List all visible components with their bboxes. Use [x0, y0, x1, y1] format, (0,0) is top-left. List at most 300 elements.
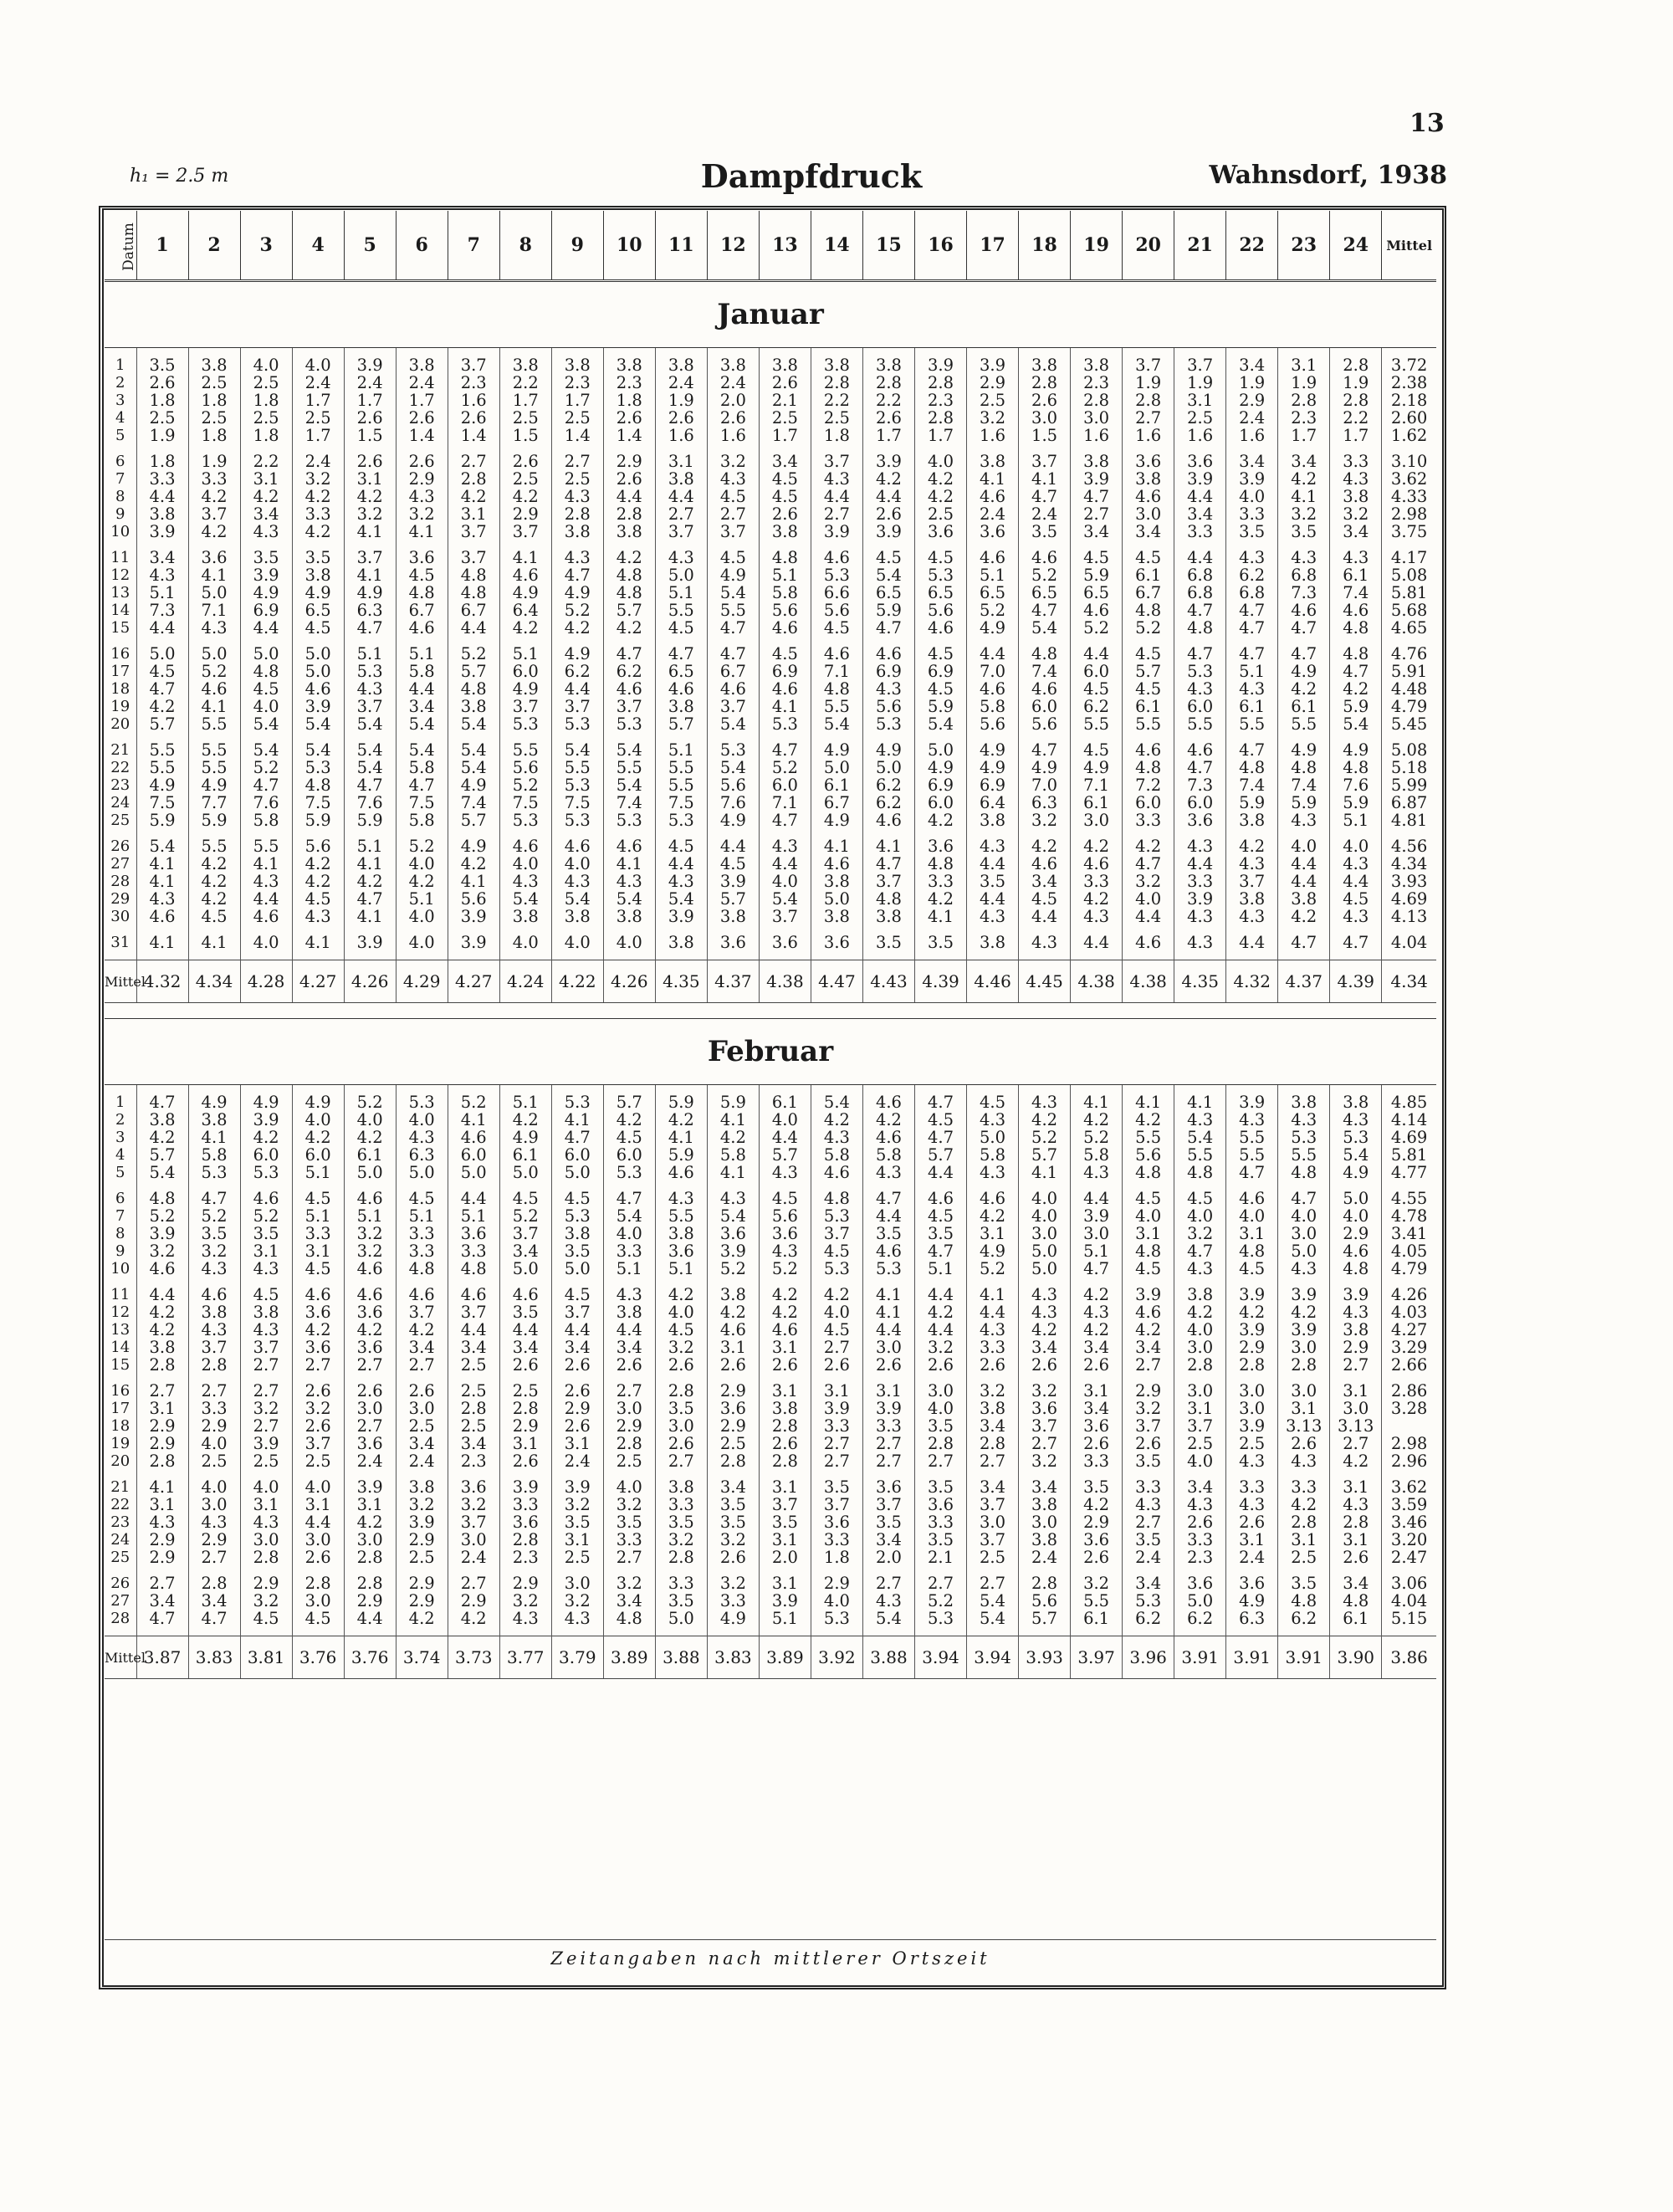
daily-mean-cell: 2.47 [1382, 1549, 1436, 1566]
value-cell: 6.5 [967, 584, 1019, 602]
value-cell: 1.6 [1174, 427, 1226, 444]
value-cell: 4.5 [862, 549, 914, 566]
value-cell: 3.7 [551, 1303, 603, 1321]
value-cell: 4.9 [136, 776, 188, 794]
value-cell: 4.4 [914, 1164, 966, 1181]
value-cell: 4.1 [136, 855, 188, 873]
value-cell: 4.5 [1123, 1260, 1174, 1278]
value-cell: 4.2 [1071, 1496, 1123, 1513]
table-row [105, 645, 1436, 663]
table-row [105, 741, 1436, 759]
value-cell: 4.1 [448, 1111, 499, 1129]
hourly-mean-cell: 4.34 [188, 960, 240, 1003]
daily-mean-cell: 2.38 [1382, 374, 1436, 392]
value-cell: 3.3 [811, 1417, 862, 1435]
value-cell: 3.7 [759, 908, 811, 925]
value-cell: 6.5 [1071, 584, 1123, 602]
value-cell: 3.6 [292, 1339, 344, 1356]
value-cell: 4.5 [707, 488, 759, 505]
value-cell: 7.2 [1123, 776, 1174, 794]
value-cell: 3.4 [240, 505, 292, 523]
value-cell: 5.1 [759, 566, 811, 584]
value-cell: 4.8 [136, 1190, 188, 1207]
value-cell: 4.1 [1174, 1093, 1226, 1111]
hourly-mean-cell: 3.96 [1123, 1636, 1174, 1679]
hourly-mean-cell: 3.73 [448, 1636, 499, 1679]
value-cell: 4.7 [1226, 741, 1278, 759]
value-cell: 4.3 [759, 1164, 811, 1181]
value-cell: 6.3 [396, 1146, 448, 1164]
value-cell: 6.5 [655, 663, 707, 680]
value-cell: 3.3 [292, 505, 344, 523]
value-cell: 3.8 [655, 470, 707, 488]
value-cell: 4.2 [448, 488, 499, 505]
value-cell: 3.8 [1019, 1531, 1071, 1549]
value-cell: 4.5 [655, 619, 707, 637]
value-cell: 3.0 [1226, 1382, 1278, 1400]
value-cell: 4.8 [862, 890, 914, 908]
monthly-mean-row [105, 1636, 1436, 1679]
value-cell: 4.0 [603, 1478, 655, 1496]
value-cell: 2.6 [344, 409, 396, 427]
value-cell: 4.1 [551, 1111, 603, 1129]
value-cell: 6.0 [240, 1146, 292, 1164]
value-cell: 3.7 [292, 1435, 344, 1452]
table-row [105, 392, 1436, 409]
value-cell: 6.3 [1226, 1610, 1278, 1627]
value-cell: 3.5 [914, 1225, 966, 1242]
value-cell: 4.6 [1071, 602, 1123, 619]
table-row [105, 470, 1436, 488]
hourly-mean-cell: 3.93 [1019, 1636, 1071, 1679]
value-cell: 5.2 [1019, 566, 1071, 584]
value-cell: 2.9 [603, 453, 655, 470]
value-cell: 2.5 [551, 1549, 603, 1566]
value-cell: 3.5 [1278, 1575, 1330, 1592]
daily-mean-cell: 5.45 [1382, 715, 1436, 733]
value-cell: 3.3 [1123, 1478, 1174, 1496]
daily-mean-cell: 2.66 [1382, 1356, 1436, 1374]
value-cell: 4.4 [1330, 873, 1382, 890]
value-cell: 4.7 [1278, 934, 1330, 951]
day-number: 2 [115, 374, 125, 392]
value-cell: 4.5 [914, 1207, 966, 1225]
value-cell: 2.7 [862, 1452, 914, 1470]
value-cell: 2.7 [603, 1549, 655, 1566]
value-cell: 4.0 [1330, 1207, 1382, 1225]
value-cell: 2.2 [499, 374, 551, 392]
value-cell: 5.5 [655, 776, 707, 794]
value-cell: 3.3 [603, 1531, 655, 1549]
day-number: 22 [110, 759, 130, 776]
value-cell: 5.4 [1019, 619, 1071, 637]
value-cell: 3.5 [862, 1513, 914, 1531]
value-cell: 2.7 [448, 1575, 499, 1592]
value-cell: 2.7 [136, 1575, 188, 1592]
value-cell: 5.2 [240, 759, 292, 776]
value-cell: 5.4 [811, 1093, 862, 1111]
value-cell: 4.3 [1330, 1303, 1382, 1321]
value-cell: 1.8 [603, 392, 655, 409]
value-cell: 2.9 [603, 1417, 655, 1435]
value-cell: 4.2 [188, 890, 240, 908]
value-cell: 3.6 [344, 1303, 396, 1321]
value-cell: 2.8 [1071, 392, 1123, 409]
value-cell: 4.6 [240, 908, 292, 925]
value-cell: 5.7 [707, 890, 759, 908]
value-cell: 3.4 [396, 1339, 448, 1356]
value-cell: 1.9 [1123, 374, 1174, 392]
value-cell: 7.5 [136, 794, 188, 812]
value-cell: 2.8 [1174, 1356, 1226, 1374]
value-cell: 4.6 [448, 1129, 499, 1146]
value-cell: 4.2 [1071, 1111, 1123, 1129]
value-cell: 3.8 [862, 908, 914, 925]
value-cell: 6.2 [551, 663, 603, 680]
value-cell: 3.1 [240, 1496, 292, 1513]
value-cell: 4.6 [551, 837, 603, 855]
value-cell: 3.5 [1019, 523, 1071, 540]
day-number: 14 [110, 1339, 130, 1356]
value-cell: 3.6 [499, 1513, 551, 1531]
value-cell: 3.8 [811, 908, 862, 925]
value-cell: 3.1 [344, 1496, 396, 1513]
daily-mean-cell: 2.60 [1382, 409, 1436, 427]
hourly-mean-cell: 4.27 [292, 960, 344, 1003]
value-cell: 5.3 [1330, 1129, 1382, 1146]
daily-mean-cell: 4.76 [1382, 645, 1436, 663]
value-cell: 4.9 [1278, 741, 1330, 759]
table-row [105, 549, 1436, 566]
value-cell: 2.6 [655, 1435, 707, 1452]
value-cell: 3.3 [499, 1496, 551, 1513]
value-cell: 3.1 [1330, 1382, 1382, 1400]
value-cell: 3.8 [759, 1400, 811, 1417]
value-cell: 4.1 [499, 549, 551, 566]
value-cell: 7.4 [1278, 776, 1330, 794]
value-cell: 3.2 [344, 505, 396, 523]
value-cell: 6.8 [1278, 566, 1330, 584]
value-cell: 3.5 [967, 873, 1019, 890]
value-cell: 4.5 [240, 1286, 292, 1303]
value-cell: 3.0 [862, 1339, 914, 1356]
value-cell: 5.7 [1019, 1146, 1071, 1164]
table-row [105, 1129, 1436, 1146]
value-cell: 3.3 [914, 873, 966, 890]
day-number: 24 [110, 1531, 130, 1549]
value-cell: 3.5 [914, 1531, 966, 1549]
value-cell: 4.8 [1330, 1592, 1382, 1610]
value-cell: 3.7 [603, 698, 655, 715]
value-cell: 2.3 [448, 374, 499, 392]
value-cell: 4.7 [759, 812, 811, 829]
hourly-mean-cell: 3.94 [914, 1636, 966, 1679]
value-cell: 2.8 [759, 1417, 811, 1435]
value-cell: 2.5 [396, 1549, 448, 1566]
value-cell: 3.4 [1174, 1478, 1226, 1496]
value-cell: 5.4 [1330, 1146, 1382, 1164]
value-cell: 3.9 [862, 453, 914, 470]
value-cell: 3.8 [1278, 890, 1330, 908]
value-cell: 4.5 [707, 855, 759, 873]
value-cell: 7.5 [396, 794, 448, 812]
value-cell: 2.7 [707, 505, 759, 523]
value-cell: 5.1 [292, 1207, 344, 1225]
value-cell: 5.4 [240, 715, 292, 733]
value-cell: 5.3 [759, 715, 811, 733]
value-cell: 3.8 [396, 356, 448, 374]
value-cell: 3.9 [1330, 1286, 1382, 1303]
month-name: Februar [105, 1019, 1436, 1085]
value-cell: 3.6 [914, 1496, 966, 1513]
value-cell: 2.7 [551, 453, 603, 470]
value-cell: 2.4 [1226, 1549, 1278, 1566]
value-cell: 4.3 [1174, 1496, 1226, 1513]
day-number: 11 [110, 1286, 130, 1303]
value-cell: 4.4 [914, 1321, 966, 1339]
value-cell: 4.2 [188, 873, 240, 890]
value-cell: 5.1 [448, 1207, 499, 1225]
value-cell: 5.4 [344, 741, 396, 759]
value-cell: 4.6 [1071, 855, 1123, 873]
value-cell: 4.2 [1019, 1321, 1071, 1339]
value-cell: 4.3 [603, 873, 655, 890]
value-cell: 5.1 [292, 1164, 344, 1181]
hourly-mean-cell: 3.87 [136, 1636, 188, 1679]
value-cell: 3.8 [967, 1400, 1019, 1417]
value-cell: 4.9 [914, 759, 966, 776]
value-cell: 3.1 [1174, 1400, 1226, 1417]
value-cell: 4.2 [1019, 837, 1071, 855]
daily-mean-cell: 4.17 [1382, 549, 1436, 566]
value-cell: 3.5 [914, 934, 966, 951]
value-cell: 1.5 [344, 427, 396, 444]
value-cell: 3.8 [603, 1303, 655, 1321]
value-cell: 5.3 [240, 1164, 292, 1181]
value-cell: 5.5 [1278, 1146, 1330, 1164]
value-cell: 2.5 [811, 409, 862, 427]
value-cell: 1.7 [499, 392, 551, 409]
value-cell: 5.4 [603, 890, 655, 908]
value-cell: 4.1 [759, 698, 811, 715]
value-cell: 6.4 [499, 602, 551, 619]
value-cell: 6.7 [1123, 584, 1174, 602]
value-cell: 4.9 [188, 776, 240, 794]
value-cell: 4.6 [707, 1321, 759, 1339]
day-number: 16 [110, 645, 130, 663]
value-cell: 2.9 [1226, 1339, 1278, 1356]
value-cell: 3.0 [188, 1496, 240, 1513]
table-row [105, 855, 1436, 873]
value-cell: 4.8 [1330, 759, 1382, 776]
value-cell: 2.1 [759, 392, 811, 409]
value-cell: 3.4 [1071, 523, 1123, 540]
value-cell: 4.5 [188, 908, 240, 925]
value-cell: 7.0 [1019, 776, 1071, 794]
value-cell: 3.4 [396, 1435, 448, 1452]
value-cell: 4.3 [1330, 470, 1382, 488]
value-cell: 3.8 [603, 523, 655, 540]
value-cell: 3.2 [292, 1400, 344, 1417]
value-cell: 4.0 [292, 356, 344, 374]
value-cell: 4.5 [914, 549, 966, 566]
value-cell: 4.6 [759, 619, 811, 637]
value-cell: 4.9 [448, 837, 499, 855]
table-row [105, 505, 1436, 523]
value-cell: 3.1 [240, 470, 292, 488]
day-number: 6 [115, 453, 125, 470]
value-cell: 3.9 [240, 566, 292, 584]
value-cell: 2.4 [707, 374, 759, 392]
value-cell: 7.4 [1330, 584, 1382, 602]
value-cell: 3.3 [1226, 1478, 1278, 1496]
value-cell: 3.2 [240, 1592, 292, 1610]
value-cell: 5.1 [396, 1207, 448, 1225]
hourly-mean-cell: 4.26 [603, 960, 655, 1003]
value-cell: 3.4 [499, 1242, 551, 1260]
value-cell: 2.7 [811, 1452, 862, 1470]
value-cell: 2.9 [136, 1531, 188, 1549]
value-cell: 5.5 [1226, 1146, 1278, 1164]
value-cell: 3.6 [344, 1339, 396, 1356]
value-cell: 5.2 [759, 759, 811, 776]
value-cell: 3.4 [967, 1417, 1019, 1435]
value-cell: 1.7 [1330, 427, 1382, 444]
value-cell: 3.9 [499, 1478, 551, 1496]
value-cell: 4.1 [136, 873, 188, 890]
value-cell: 6.9 [914, 776, 966, 794]
value-cell: 4.7 [136, 680, 188, 698]
value-cell: 2.3 [1071, 374, 1123, 392]
value-cell: 2.7 [240, 1382, 292, 1400]
day-number: 20 [110, 715, 130, 733]
header-hour: 5 [344, 211, 396, 281]
value-cell: 5.5 [811, 698, 862, 715]
value-cell: 3.2 [396, 1496, 448, 1513]
value-cell: 4.0 [1123, 890, 1174, 908]
value-cell: 4.8 [1019, 645, 1071, 663]
value-cell: 3.2 [1123, 873, 1174, 890]
value-cell: 3.4 [1330, 523, 1382, 540]
daily-mean-cell: 4.77 [1382, 1164, 1436, 1181]
value-cell: 2.6 [499, 1452, 551, 1470]
value-cell: 3.4 [136, 1592, 188, 1610]
value-cell: 4.0 [240, 356, 292, 374]
value-cell: 1.6 [1226, 427, 1278, 444]
daily-mean-cell: 4.04 [1382, 934, 1436, 951]
value-cell: 6.2 [1174, 1610, 1226, 1627]
value-cell: 3.1 [344, 470, 396, 488]
value-cell: 3.3 [1174, 523, 1226, 540]
value-cell: 4.2 [759, 1303, 811, 1321]
value-cell: 2.9 [136, 1417, 188, 1435]
value-cell: 2.8 [448, 1400, 499, 1417]
value-cell: 2.9 [344, 1592, 396, 1610]
value-cell: 3.8 [1226, 890, 1278, 908]
value-cell: 4.3 [1330, 549, 1382, 566]
value-cell: 5.4 [240, 741, 292, 759]
value-cell: 2.6 [862, 409, 914, 427]
value-cell: 1.6 [1071, 427, 1123, 444]
value-cell: 3.9 [811, 1400, 862, 1417]
day-number: 26 [110, 1575, 130, 1592]
value-cell: 4.0 [396, 855, 448, 873]
value-cell: 4.0 [1019, 1190, 1071, 1207]
value-cell: 4.8 [1226, 759, 1278, 776]
value-cell: 4.2 [188, 488, 240, 505]
value-cell: 3.2 [707, 1575, 759, 1592]
value-cell: 4.4 [1019, 908, 1071, 925]
value-cell: 5.6 [967, 715, 1019, 733]
value-cell: 4.1 [811, 837, 862, 855]
header-hour: 1 [136, 211, 188, 281]
value-cell: 1.8 [240, 427, 292, 444]
day-number: 5 [115, 1164, 125, 1181]
value-cell: 4.6 [1019, 680, 1071, 698]
value-cell: 5.0 [499, 1260, 551, 1278]
value-cell: 3.3 [707, 1592, 759, 1610]
header-hour: 9 [551, 211, 603, 281]
value-cell: 5.6 [862, 698, 914, 715]
value-cell: 3.0 [344, 1531, 396, 1549]
value-cell: 5.2 [448, 645, 499, 663]
value-cell: 4.7 [1330, 934, 1382, 951]
value-cell: 2.6 [759, 374, 811, 392]
table-row [105, 873, 1436, 890]
header-hour: 12 [707, 211, 759, 281]
hourly-mean-cell: 3.74 [396, 1636, 448, 1679]
daily-mean-cell: 4.33 [1382, 488, 1436, 505]
hourly-mean-cell: 3.88 [655, 1636, 707, 1679]
value-cell: 2.6 [914, 1356, 966, 1374]
value-cell: 4.3 [811, 1129, 862, 1146]
value-cell: 3.0 [603, 1400, 655, 1417]
value-cell: 2.6 [1278, 1435, 1330, 1452]
value-cell: 6.8 [1174, 584, 1226, 602]
value-cell: 4.0 [396, 908, 448, 925]
value-cell: 2.5 [1278, 1549, 1330, 1566]
value-cell: 5.3 [811, 566, 862, 584]
value-cell: 4.2 [707, 1129, 759, 1146]
value-cell: 4.2 [759, 1286, 811, 1303]
value-cell: 3.7 [811, 1496, 862, 1513]
value-cell: 4.5 [914, 1111, 966, 1129]
hourly-mean-cell: 3.79 [551, 1636, 603, 1679]
value-cell: 3.3 [603, 1242, 655, 1260]
value-cell: 5.3 [862, 1260, 914, 1278]
value-cell: 4.9 [967, 741, 1019, 759]
value-cell: 3.3 [655, 1575, 707, 1592]
value-cell: 4.4 [1174, 855, 1226, 873]
value-cell: 2.7 [396, 1356, 448, 1374]
value-cell: 4.2 [292, 1129, 344, 1146]
hourly-mean-cell: 4.35 [1174, 960, 1226, 1003]
page-title: Dampfdruck [700, 157, 923, 195]
value-cell: 4.8 [1226, 1242, 1278, 1260]
daily-mean-cell: 5.99 [1382, 776, 1436, 794]
value-cell: 6.1 [759, 1093, 811, 1111]
value-cell: 4.5 [292, 1610, 344, 1627]
day-number: 10 [110, 1260, 130, 1278]
value-cell: 5.6 [759, 602, 811, 619]
value-cell: 4.8 [1278, 759, 1330, 776]
value-cell: 4.7 [707, 645, 759, 663]
value-cell: 3.8 [759, 356, 811, 374]
value-cell: 4.9 [1330, 1164, 1382, 1181]
value-cell: 3.4 [1071, 1400, 1123, 1417]
value-cell: 3.7 [759, 1496, 811, 1513]
value-cell: 2.5 [448, 1382, 499, 1400]
